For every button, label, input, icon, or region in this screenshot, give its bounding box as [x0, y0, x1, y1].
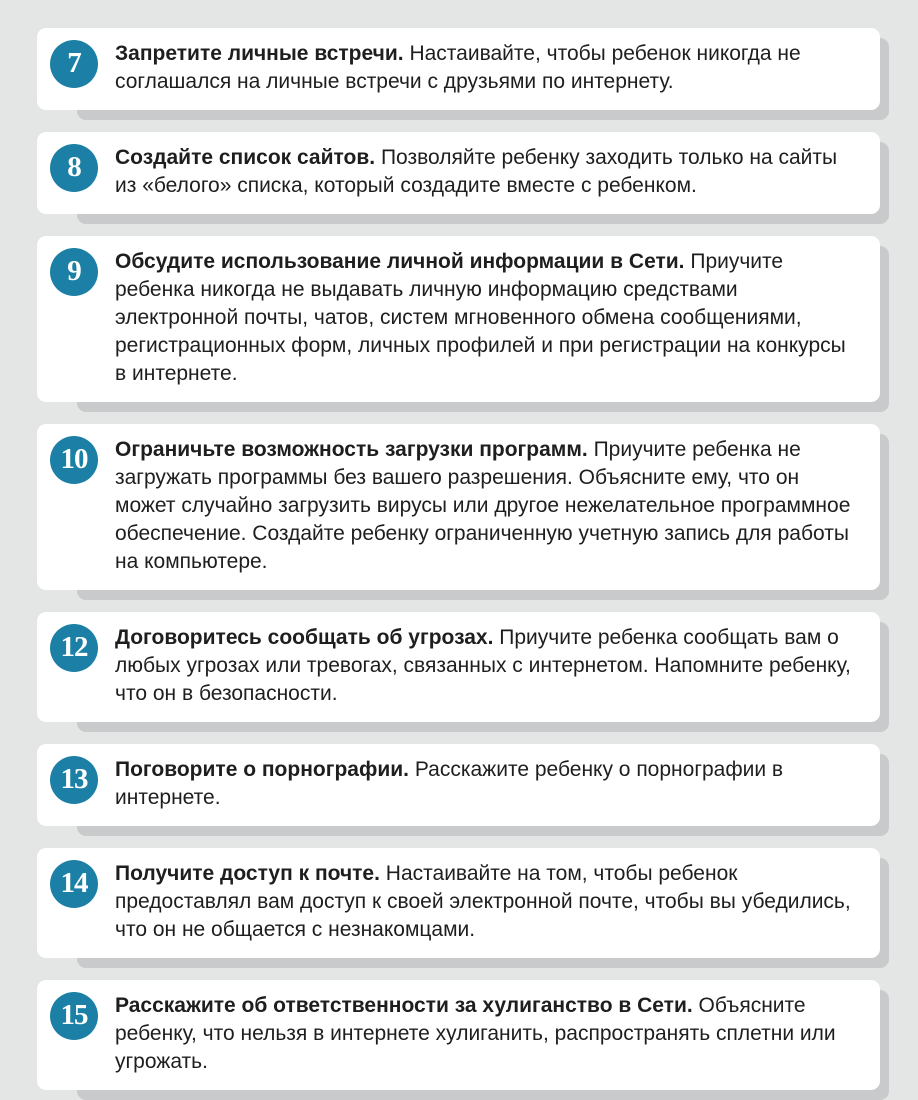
tip-title: Создайте список сайтов.: [115, 146, 376, 169]
tip-text: [115, 144, 858, 200]
tip-body: Приучите ребенка не загружать программы без вашего разрешения. Объясните ему, что он может случайно загрузить вирусы или другое нежелательное программное обеспечение. Создайте ребенку ограниченную учетную запись для работы на компьютере.: [115, 438, 851, 573]
tip-number-badge: 10: [50, 436, 98, 484]
tip-body: Расскажите ребенку о порнографии в интернете.: [115, 758, 784, 809]
tip-text: [115, 40, 858, 96]
tip-card: [37, 424, 880, 590]
tip-text: [115, 436, 858, 576]
tip-text: [115, 624, 858, 708]
tip-card: [37, 848, 880, 958]
tip-body: Настаивайте, чтобы ребенок никогда не соглашался на личные встречи с друзьями по интернету.: [115, 42, 801, 93]
tip-body: Объясните ребенку, что нельзя в интернете хулиганить, распространять сплетни или угрожать.: [115, 994, 836, 1073]
tip-text: [115, 756, 858, 812]
tip-title: Расскажите об ответственности за хулиганство в Сети.: [115, 994, 693, 1017]
tip-title: Договоритесь сообщать об угрозах.: [115, 626, 494, 649]
tip-title: Получите доступ к почте.: [115, 862, 380, 885]
tip-body: Позволяйте ребенку заходить только на сайты из «белого» списка, который создадите вместе с ребенком.: [115, 146, 838, 197]
tip-card: [37, 612, 880, 722]
tip-card: [37, 744, 880, 826]
tip-title: Поговорите о порнографии.: [115, 758, 410, 781]
tip-card: [37, 132, 880, 214]
tip-body: Приучите ребенка сообщать вам о любых угрозах или тревогах, связанных с интернетом. Напомните ребенку, что он в безопасности.: [115, 626, 851, 705]
tip-title: Ограничьте возможность загрузки программ.: [115, 438, 588, 461]
tip-body: Настаивайте на том, чтобы ребенок предоставлял вам доступ к своей электронной почте, чтобы вы убедились, что он не общается с незнакомцами.: [115, 862, 851, 941]
tip-number-badge: 12: [50, 624, 98, 672]
tip-title: Обсудите использование личной информации в Сети.: [115, 250, 685, 273]
tips-list: [37, 28, 880, 1090]
tip-number-badge: 7: [50, 40, 98, 88]
tip-number-badge: 13: [50, 756, 98, 804]
tip-number-badge: 9: [50, 248, 98, 296]
tip-title: Запретите личные встречи.: [115, 42, 404, 65]
tip-text: [115, 248, 858, 388]
tip-card: [37, 28, 880, 110]
tip-body: Приучите ребенка никогда не выдавать личную информацию средствами электронной почты, чатов, систем мгновенного обмена сообщениями, регистрационных форм, личных профилей и при регистрации на конкурсы в интернете.: [115, 250, 846, 385]
tip-text: [115, 992, 858, 1076]
tip-number-badge: 14: [50, 860, 98, 908]
tip-card: [37, 980, 880, 1090]
tip-text: [115, 860, 858, 944]
tip-number-badge: 8: [50, 144, 98, 192]
tip-card: [37, 236, 880, 402]
tip-number-badge: 15: [50, 992, 98, 1040]
